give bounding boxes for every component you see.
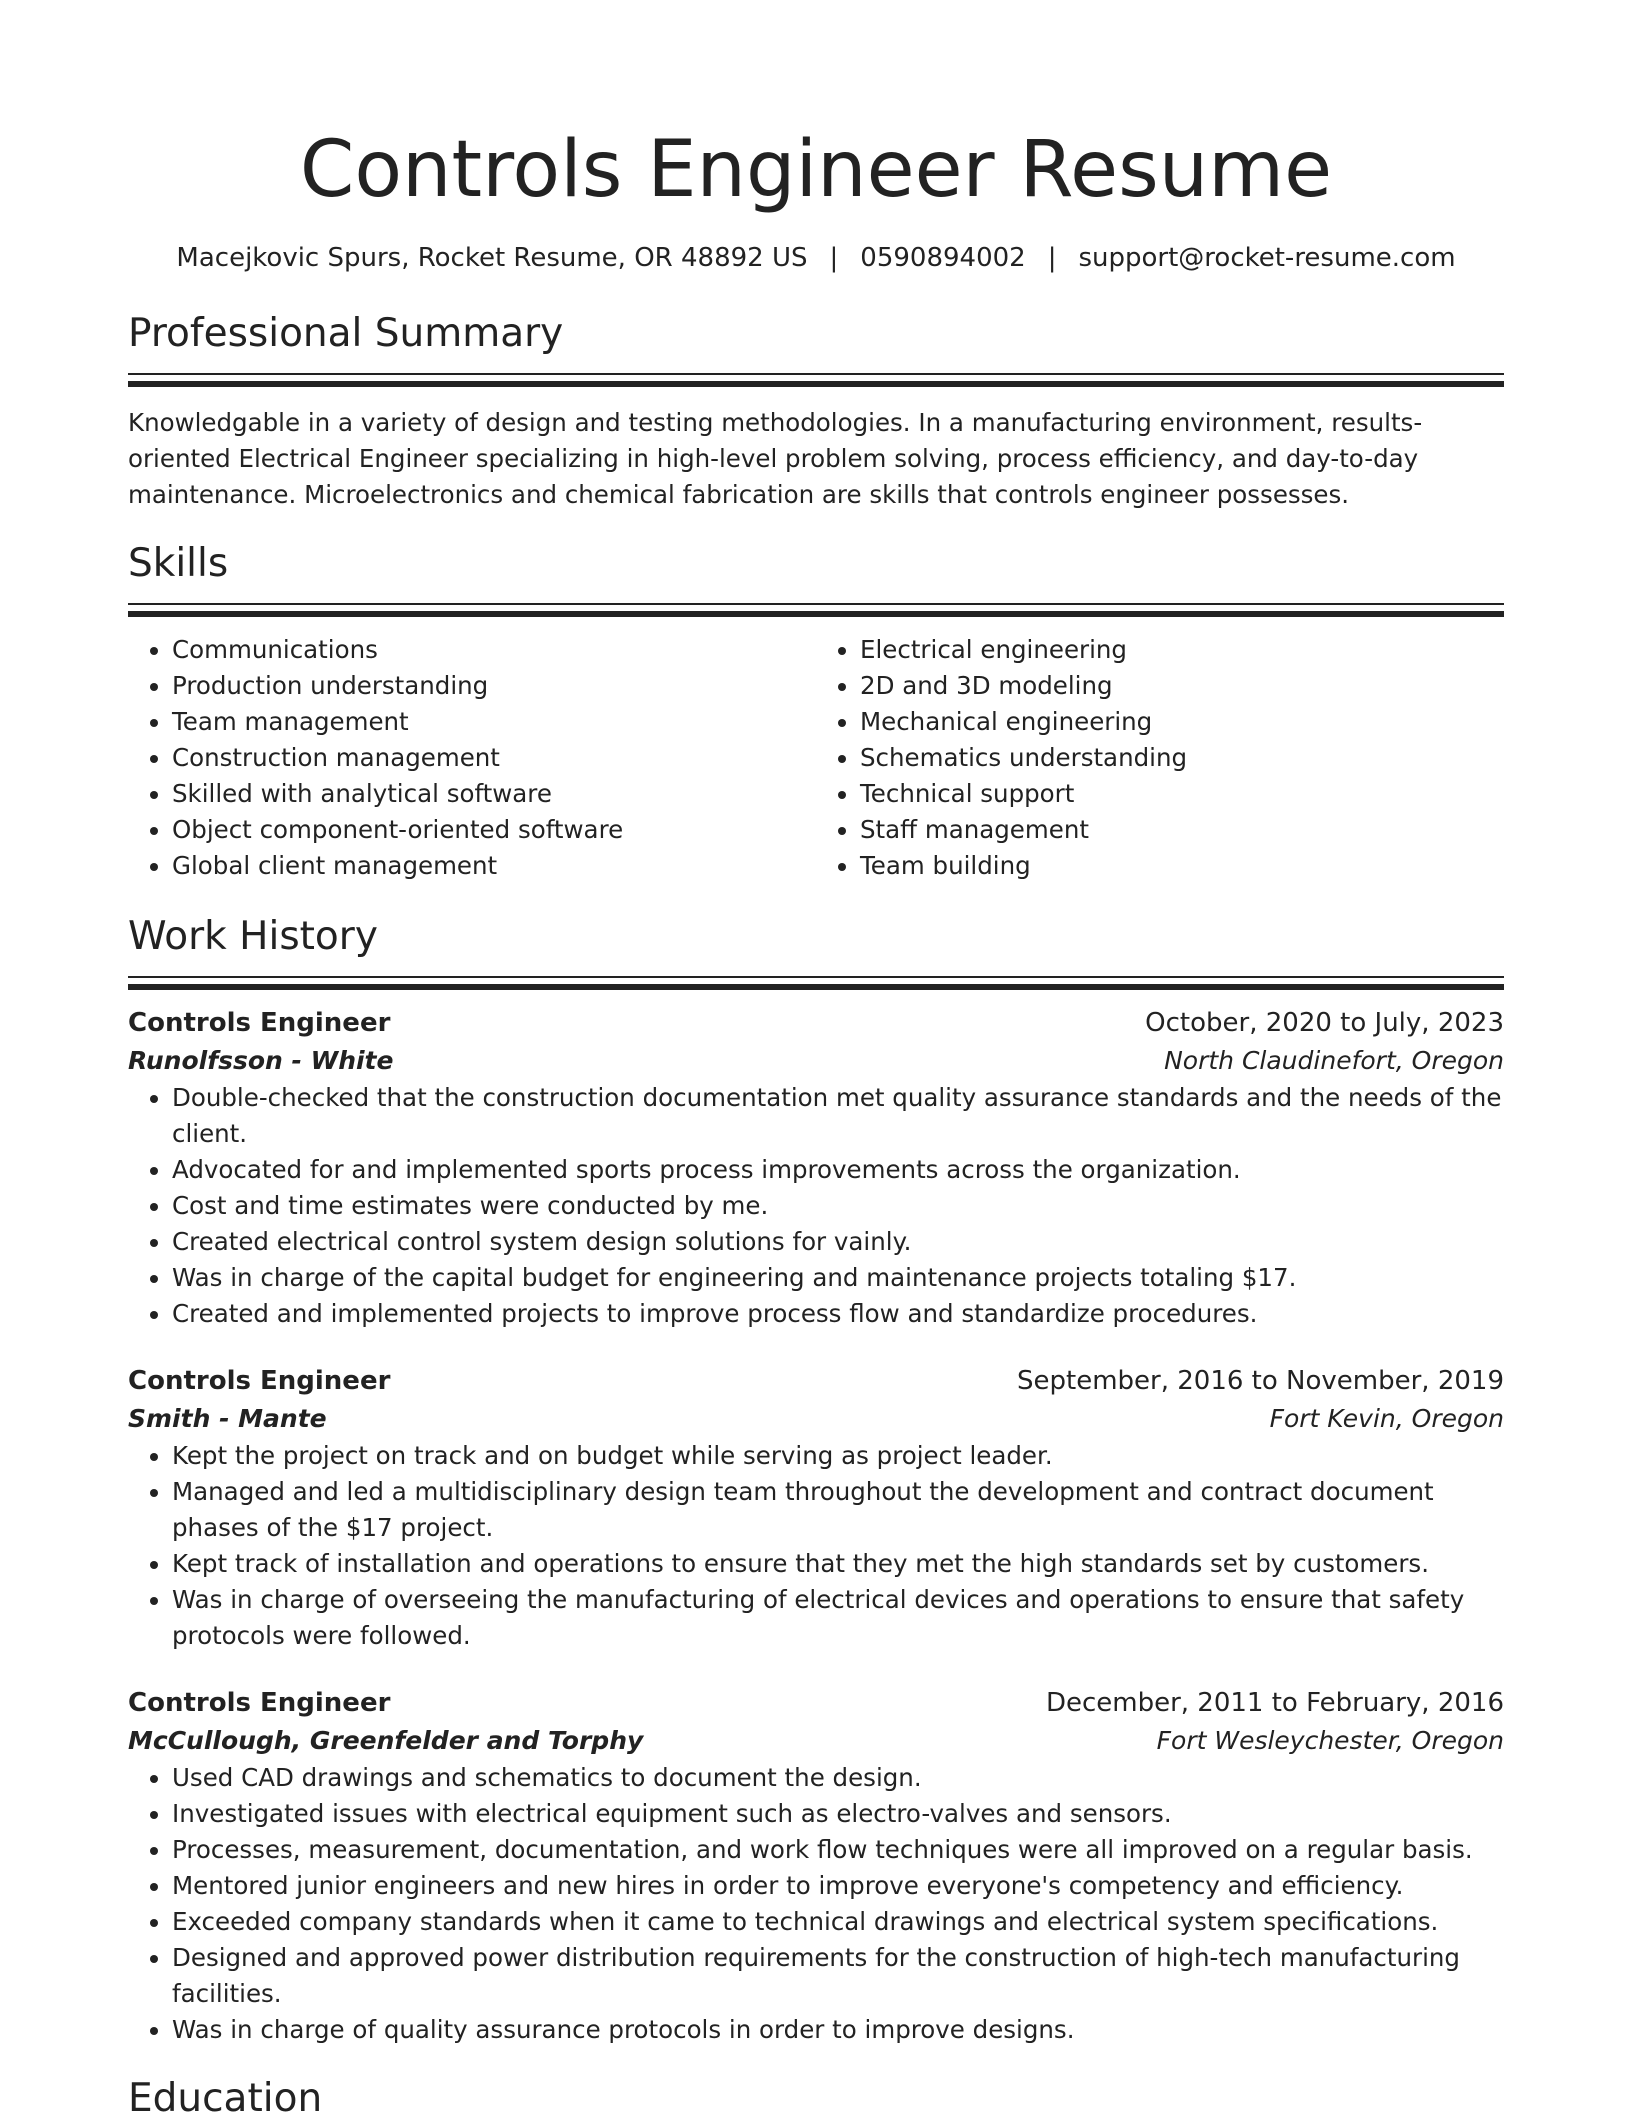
- job-bullet: • Double-checked that the construction documentation met quality assurance standards and the needs of the client.: [172, 1080, 1504, 1152]
- job-bullet: • Designed and approved power distribution requirements for the construction of high-tech manufacturing facilities.: [172, 1940, 1504, 2012]
- job-dates: October, 2020 to July, 2023: [1145, 1008, 1504, 1038]
- skill-item: • Schematics understanding: [860, 740, 1504, 776]
- job-location: North Claudinefort, Oregon: [1164, 1046, 1504, 1075]
- job-bullet: • Investigated issues with electrical equipment such as electro-valves and sensors.: [172, 1796, 1504, 1832]
- job-bullet: • Exceeded company standards when it came to technical drawings and electrical system specifications.: [172, 1904, 1504, 1940]
- section-heading-work-history: Work History: [128, 914, 378, 959]
- skill-item: • Mechanical engineering: [860, 704, 1504, 740]
- job-bullet: • Was in charge of quality assurance protocols in order to improve designs.: [172, 2012, 1504, 2048]
- contact-email: support@rocket-resume.com: [1078, 243, 1456, 273]
- job-bullet: • Kept track of installation and operations to ensure that they met the high standards set by customers.: [172, 1546, 1504, 1582]
- section-divider: [128, 976, 1504, 989]
- job-dates: September, 2016 to November, 2019: [1017, 1366, 1504, 1396]
- job-location: Fort Kevin, Oregon: [1269, 1404, 1504, 1433]
- skill-item: • Team management: [172, 704, 816, 740]
- summary-text: Knowledgable in a variety of design and testing methodologies. In a manufacturing environment, results-oriented Electrical Engineer specializing in high-level problem solving, process efficiency, and day-to-day maintenance. Microelectronics and chemical fabrication are skills that controls engineer possesses.: [128, 408, 1423, 509]
- education-section: [128, 2074, 1504, 2124]
- job-bullet: • Managed and led a multidisciplinary design team throughout the development and contract document phases of the $17 project.: [172, 1474, 1504, 1546]
- contact-separator: |: [1047, 243, 1057, 273]
- contact-phone: 0590894002: [860, 243, 1026, 273]
- job-title: Controls Engineer: [128, 1688, 391, 1718]
- skill-item: • Production understanding: [172, 668, 816, 704]
- job-bullet: • Used CAD drawings and schematics to document the design.: [172, 1760, 1504, 1796]
- contact-separator: |: [829, 243, 839, 273]
- job-bullet: • Mentored junior engineers and new hires in order to improve everyone's competency and efficiency.: [172, 1868, 1504, 1904]
- contact-address: Macejkovic Spurs, Rocket Resume, OR 48892 US: [176, 243, 808, 273]
- job-title: Controls Engineer: [128, 1366, 391, 1396]
- job-bullet: • Cost and time estimates were conducted by me.: [172, 1188, 1504, 1224]
- section-heading-education: Education: [128, 2076, 323, 2121]
- skill-item: • Skilled with analytical software: [172, 776, 816, 812]
- job-entry: [128, 1004, 1504, 1332]
- job-entry: [128, 1362, 1504, 1654]
- job-bullet: • Advocated for and implemented sports process improvements across the organization.: [172, 1152, 1504, 1188]
- resume-title: Controls Engineer Resume: [299, 125, 1333, 215]
- skill-item: • Object component-oriented software: [172, 812, 816, 848]
- job-bullets: [128, 1438, 1504, 1654]
- section-heading-summary: Professional Summary: [128, 311, 564, 356]
- section-heading-skills: Skills: [128, 541, 229, 586]
- section-divider: [128, 373, 1504, 386]
- skill-item: • Construction management: [172, 740, 816, 776]
- skill-item: • Technical support: [860, 776, 1504, 812]
- job-bullets: [128, 1760, 1504, 2048]
- job-company: McCullough, Greenfelder and Torphy: [128, 1726, 644, 1755]
- section-divider: [128, 603, 1504, 616]
- work-history-section: [128, 912, 1504, 2048]
- skills-columns: [128, 632, 1504, 884]
- job-bullet: • Created electrical control system design solutions for vainly.: [172, 1224, 1504, 1260]
- job-bullet: • Was in charge of the capital budget for engineering and maintenance projects totaling $17.: [172, 1260, 1504, 1296]
- job-entry: [128, 1684, 1504, 2048]
- skills-section: [128, 539, 1504, 884]
- job-bullet: • Processes, measurement, documentation, and work flow techniques were all improved on a regular basis.: [172, 1832, 1504, 1868]
- job-bullet: • Created and implemented projects to improve process flow and standardize procedures.: [172, 1296, 1504, 1332]
- contact-line: [128, 240, 1504, 276]
- job-dates: December, 2011 to February, 2016: [1045, 1688, 1504, 1718]
- skill-item: • Electrical engineering: [860, 632, 1504, 668]
- skill-item: • 2D and 3D modeling: [860, 668, 1504, 704]
- skill-item: • Global client management: [172, 848, 816, 884]
- skills-list-right: [816, 632, 1504, 884]
- job-bullet: • Kept the project on track and on budget while serving as project leader.: [172, 1438, 1504, 1474]
- job-title: Controls Engineer: [128, 1008, 391, 1038]
- skill-item: • Team building: [860, 848, 1504, 884]
- job-bullet: • Was in charge of overseeing the manufacturing of electrical devices and operations to ensure that safety protocols were followed.: [172, 1582, 1504, 1654]
- job-bullets: [128, 1080, 1504, 1332]
- job-company: Smith - Mante: [128, 1404, 327, 1433]
- skill-item: • Staff management: [860, 812, 1504, 848]
- skill-item: • Communications: [172, 632, 816, 668]
- skills-list-left: [128, 632, 816, 884]
- job-location: Fort Wesleychester, Oregon: [1156, 1726, 1504, 1755]
- summary-section: [128, 309, 1504, 513]
- job-company: Runolfsson - White: [128, 1046, 394, 1075]
